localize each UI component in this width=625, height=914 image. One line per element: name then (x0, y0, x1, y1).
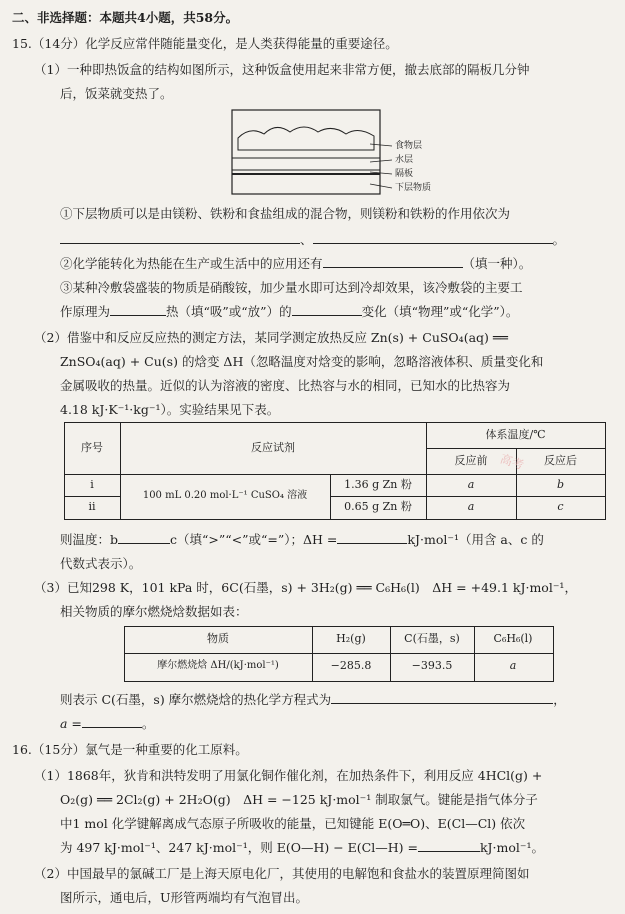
answer-blank[interactable] (331, 689, 553, 704)
t2-row-label: 摩尔燃烧焓 ΔH/(kJ·mol⁻¹) (157, 660, 279, 671)
answer-blank[interactable] (313, 229, 553, 244)
q15-p1-line2: 后，饭菜就变热了。 (60, 86, 173, 101)
t2-value-c6h6: a (509, 659, 517, 672)
t2-header-c: C(石墨，s) (404, 632, 460, 645)
answer-blank[interactable] (292, 301, 362, 316)
q15-p3-line1: （3）已知298 K，101 kPa 时，6C(石墨，s) + 3H₂(g) ══ C₆H₆(l) ΔH = +49.1 kJ·mol⁻¹， (34, 580, 577, 595)
header-after: 反应后 (544, 454, 577, 467)
separator: 、 (300, 232, 313, 247)
q16-p1-line3: 中1 mol 化学键解离成气态原子所吸收的能量，已知键能 E(O═O)、E(Cl—Cl) 依次 (60, 816, 526, 831)
table-line (64, 474, 605, 475)
header-before: 反应前 (454, 454, 488, 467)
q16-p1-line2: O₂(g) ══ 2Cl₂(g) + 2H₂O(g) ΔH = −125 kJ·mol⁻¹ 制取氯气。键能是指气体分子 (60, 792, 538, 807)
period: 。 (552, 232, 566, 247)
cuso4-solution: 100 mL 0.20 mol·L⁻¹ CuSO₄ 溶液 (142, 490, 308, 501)
t2-header-substance: 物质 (207, 632, 229, 645)
label-partition: 隔板 (395, 169, 414, 179)
header-no: 序号 (81, 441, 103, 454)
period: 。 (141, 716, 155, 731)
q15-p2-line2: ZnSO₄(aq) + Cu(s) 的焓变 ΔH（忽略温度对焓变的影响，忽略溶液体积、质量变化和 (60, 354, 544, 369)
answer-blank[interactable] (418, 837, 480, 852)
q16-p2-line1: （2）中国最早的氯碱工厂是上海天原电化厂，其使用的电解饱和食盐水的装置原理简图如 (34, 866, 530, 881)
q15-p3-answer-line1 (60, 688, 611, 712)
before-ii: a (467, 500, 475, 513)
ans-text-b: c（填“>”“<”或“=”）；ΔH = (170, 532, 338, 547)
section-title: 二、非选择题：本题共4小题，共58分。 (12, 10, 239, 25)
t2-header-h2: H₂(g) (336, 632, 366, 645)
q15-p3-line2: 相关物质的摩尔燃烧焓数据如表： (60, 604, 248, 619)
answer-blank[interactable] (118, 529, 170, 544)
table-line (120, 422, 121, 519)
q15-p3-answer-line2 (60, 712, 611, 736)
q16-p2-line2: 图所示，通电后，U形管两端均有气泡冒出。 (60, 890, 309, 905)
q15-p2-line4: 4.18 kJ·K⁻¹·kg⁻¹）。实验结果见下表。 (60, 402, 280, 417)
after-i: b (556, 478, 565, 491)
q15-sub3-line2 (60, 300, 611, 324)
header-temp: 体系温度/℃ (485, 428, 546, 441)
answer-blank[interactable] (110, 301, 166, 316)
sub3-text-c: 变化（填“物理”或“化学”）。 (361, 304, 519, 319)
q15-p2-answer-line2: 代数式表示）。 (60, 556, 142, 571)
after-ii: c (557, 500, 564, 513)
label-food-layer: 食物层 (395, 141, 423, 151)
table-line (426, 496, 605, 497)
q15-p2-answer-line1 (60, 528, 611, 552)
table-line (64, 496, 120, 497)
before-i: a (467, 478, 475, 491)
sub2-text: ②化学能转化为热能在生产或生活中的应用还有 (60, 256, 323, 271)
experiment-table (64, 422, 606, 520)
t2-header-c6h6: C₆H₆(l) (493, 632, 533, 645)
table-line (426, 448, 605, 449)
t2-value-c: −393.5 (411, 659, 453, 672)
q15-p2-line3: 金属吸收的热量。近似的认为溶液的密度、比热容与水的相同，已知水的比热容为 (60, 378, 511, 393)
zn-ii: 0.65 g Zn 粉 (344, 500, 412, 513)
ans-text-a: 则温度：b (60, 532, 119, 547)
q16-header: 16.（15分）氯气是一种重要的化工原料。 (12, 742, 248, 757)
header-reagent: 反应试剂 (251, 441, 295, 454)
answer-blank[interactable] (60, 229, 300, 244)
table-line (124, 653, 553, 654)
watermark-stamp: 高考 (498, 451, 526, 473)
answer-blank[interactable] (337, 529, 407, 544)
sub2-tail: （填一种）。 (462, 256, 532, 271)
q15-sub3-line1: ③某种冷敷袋盛装的物质是硝酸铵，加少量水即可达到冷却效果，该冷敷袋的主要工 (60, 280, 523, 295)
q15-p1-line1: （1）一种即热饭盒的结构如图所示，这种饭盒使用起来非常方便，撤去底部的隔板几分钟 (34, 62, 530, 77)
sub3-text-a: 作原理为 (60, 304, 111, 319)
answer-blank[interactable] (82, 713, 142, 728)
q15-header: 15.（14分）化学反应常伴随能量变化，是人类获得能量的重要途径。 (12, 36, 398, 51)
q15-sub2-line (60, 252, 611, 276)
p3-ans2-text: a = (60, 716, 82, 731)
q16-unit: kJ·mol⁻¹。 (479, 840, 544, 855)
row-i-label: ⅰ (90, 478, 94, 491)
q16-p1-line4 (60, 836, 611, 860)
label-water-layer: 水层 (395, 155, 414, 165)
ans-text-c: kJ·mol⁻¹（用含 a、c 的 (407, 532, 544, 547)
row-ii-label: ⅱ (88, 500, 96, 513)
q15-sub1-line1: ①下层物质可以是由镁粉、铁粉和食盐组成的混合物，则镁粉和铁粉的作用依次为 (60, 206, 511, 221)
label-lower-substance: 下层物质 (395, 183, 432, 193)
q16-p1-line1: （1）1868年，狄肯和洪特发明了用氯化铜作催化剂，在加热条件下，利用反应 4HCl(g) + (34, 768, 543, 783)
combustion-table (124, 626, 554, 682)
t2-value-h2: −285.8 (330, 659, 372, 672)
lunch-box-diagram (230, 108, 460, 198)
p3-ans-text: 则表示 C(石墨，s) 摩尔燃烧焓的热化学方程式为 (60, 692, 332, 707)
comma: ， (553, 692, 566, 707)
q16-p1-text: 为 497 kJ·mol⁻¹、247 kJ·mol⁻¹，则 E(O—H) − E(Cl—H) = (60, 840, 418, 855)
sub3-text-b: 热（填“吸”或“放”）的 (166, 304, 292, 319)
answer-blank[interactable] (323, 253, 463, 268)
q15-p2-line1: （2）借鉴中和反应反应热的测定方法，某同学测定放热反应 Zn(s) + CuSO₄(aq) ══ (34, 330, 508, 345)
zn-i: 1.36 g Zn 粉 (344, 478, 412, 491)
q15-sub1-answer-line (60, 228, 611, 252)
